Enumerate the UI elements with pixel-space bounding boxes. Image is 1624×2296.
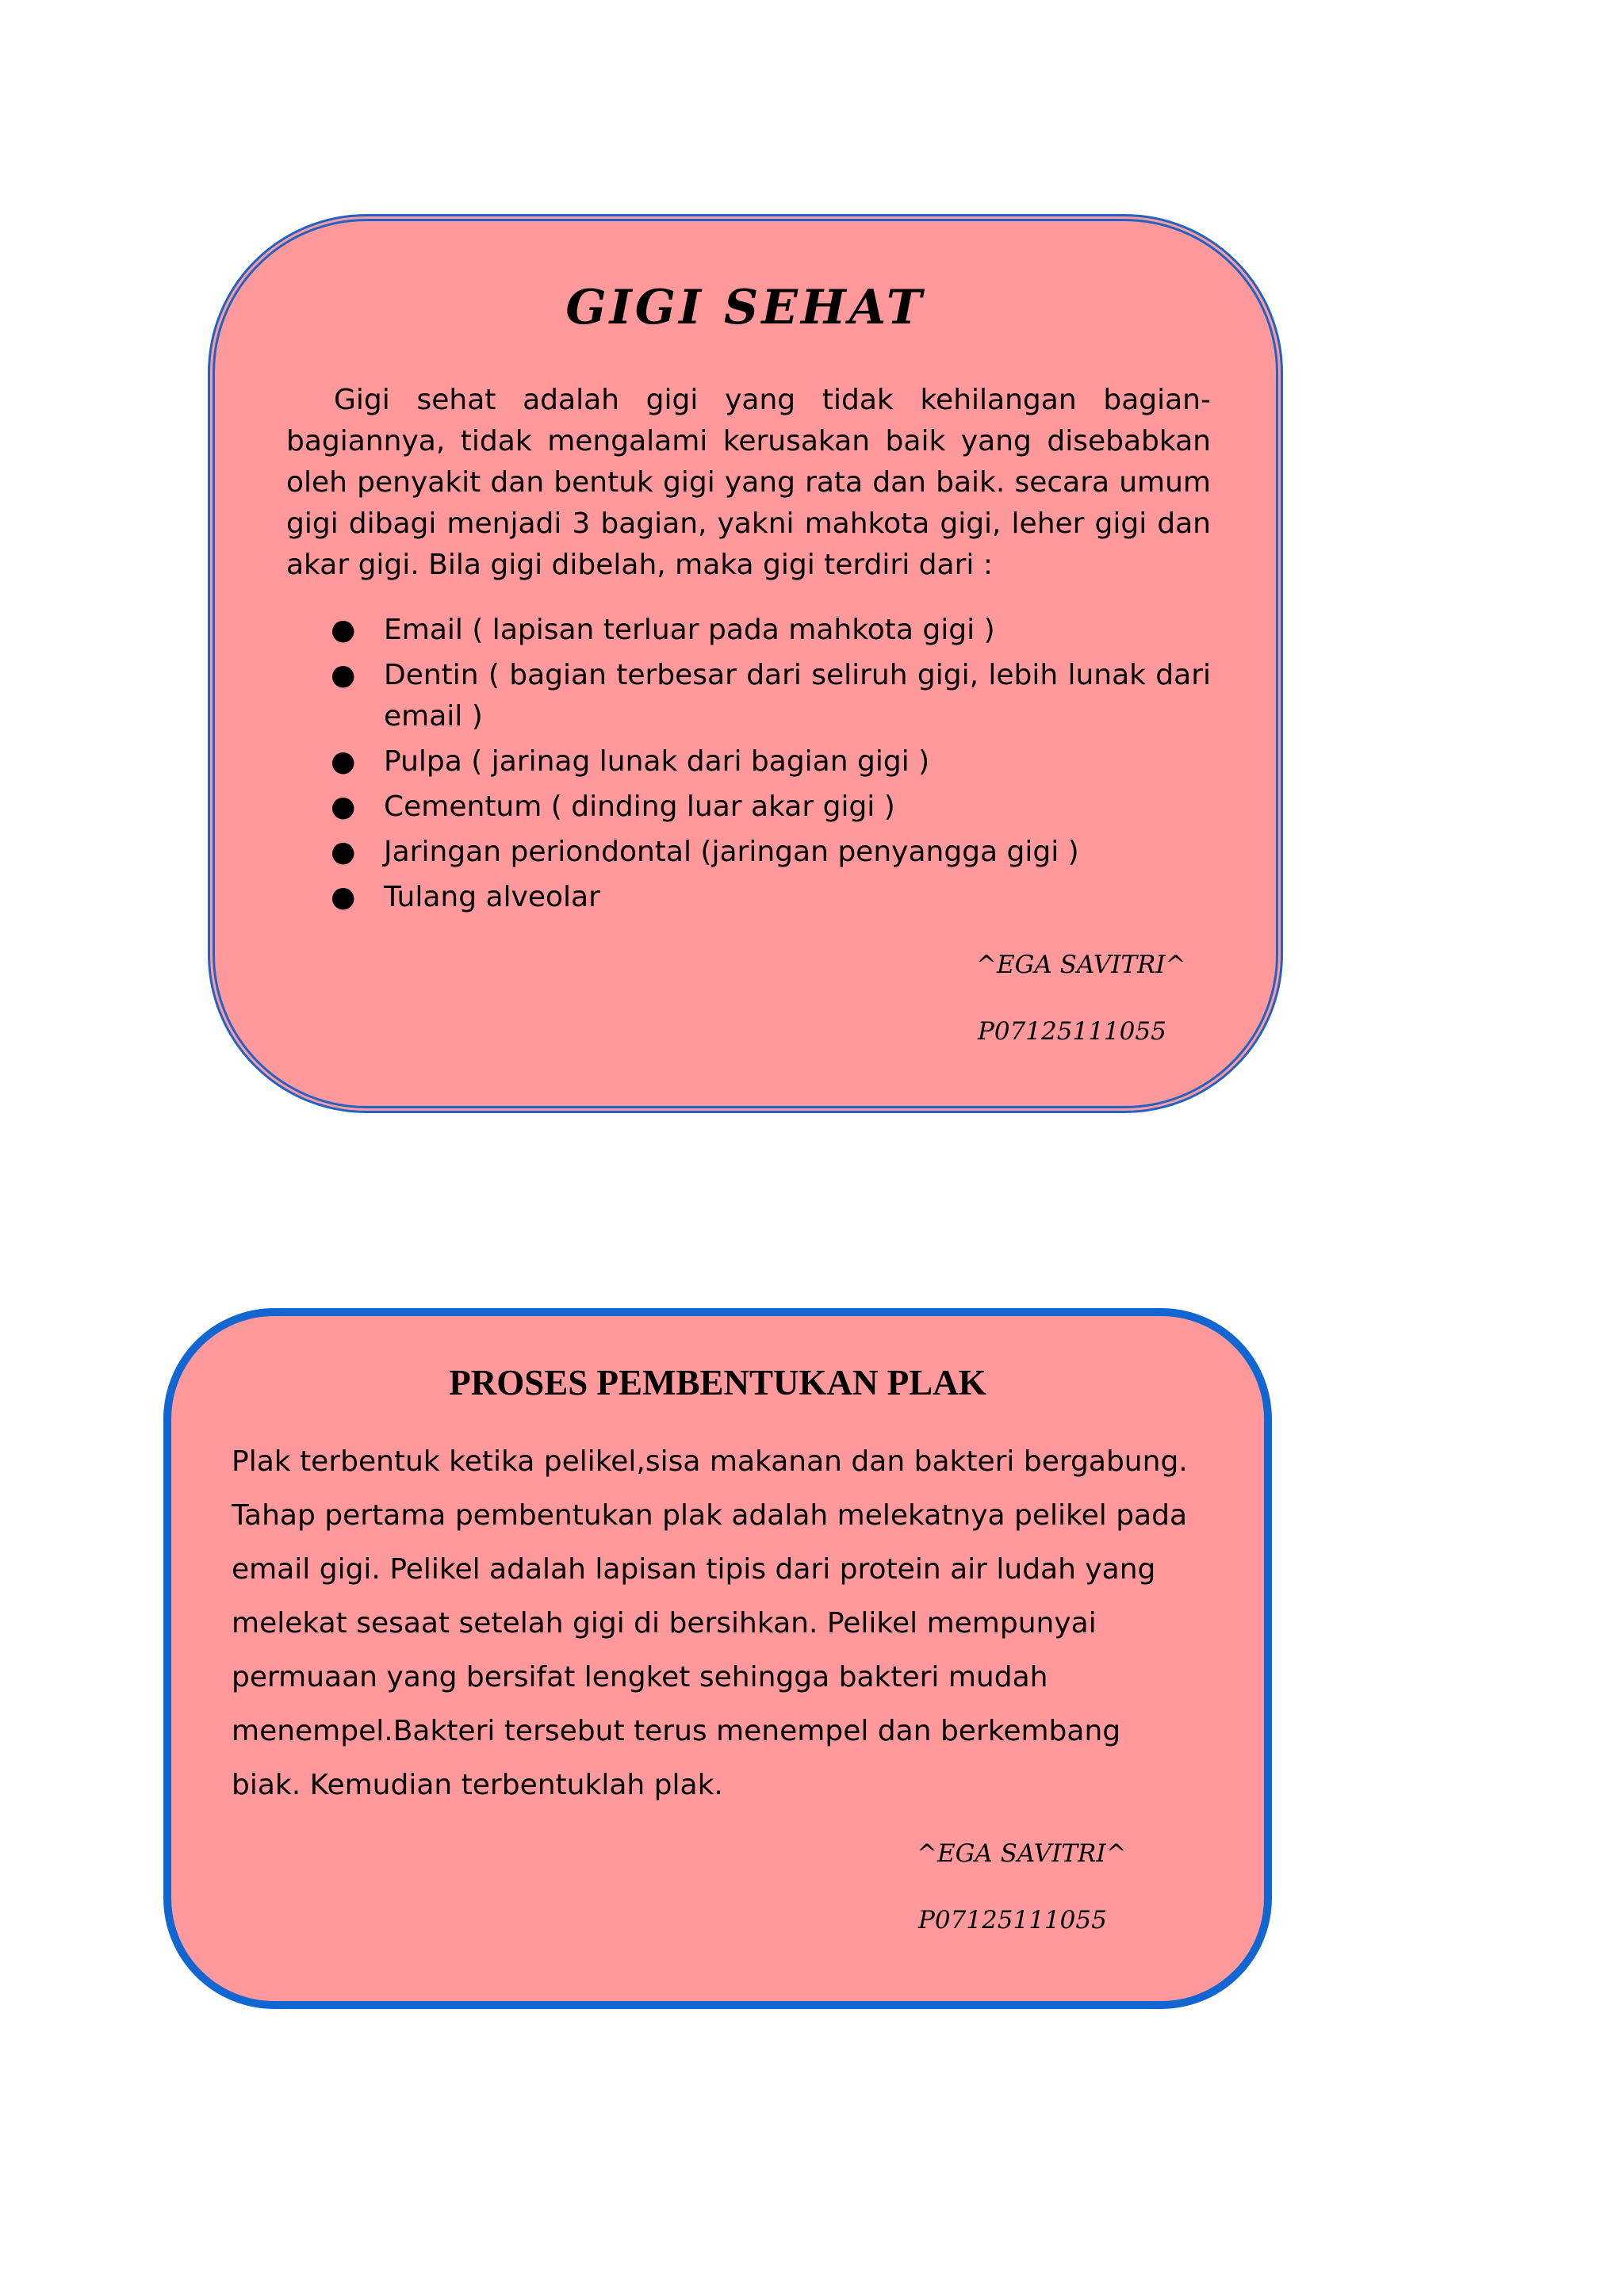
list-item: [286, 832, 1211, 873]
bullet-dot-icon: ●: [331, 614, 356, 646]
list-item-text: Dentin ( bagian terbesar dari seliruh gigi, lebih lunak dari email ): [384, 659, 1211, 733]
gigi-sehat-card: [208, 214, 1283, 1113]
list-item-text: Tulang alveolar: [384, 881, 600, 913]
author-id: P07125111055: [978, 1017, 1166, 1046]
pembentukan-plak-card: [163, 1308, 1272, 2009]
bullet-dot-icon: ●: [331, 881, 356, 913]
list-item-text: Pulpa ( jarinag lunak dari bagian gigi ): [384, 745, 930, 778]
bullet-dot-icon: ●: [331, 836, 356, 868]
list-item: [286, 877, 1211, 918]
list-item: [286, 655, 1211, 737]
list-item: [286, 741, 1211, 783]
card-paragraph: Gigi sehat adalah gigi yang tidak kehilangan bagian-bagiannya, tidak mengalami kerusakan baik yang disebabkan oleh penyakit dan bentuk gigi yang rata dan baik. secara umum gigi dibagi menjadi 3 bagian, yakni mahkota gigi, leher gigi dan akar gigi. Bila gigi dibelah, maka gigi terdiri dari :: [286, 384, 1211, 581]
bullet-dot-icon: ●: [331, 790, 356, 823]
list-item-text: Email ( lapisan terluar pada mahkota gigi ): [384, 614, 995, 646]
author-id: P07125111055: [918, 1906, 1107, 1934]
list-item: [286, 610, 1211, 651]
list-item-text: Jaringan periondontal (jaringan penyangga gigi ): [384, 836, 1079, 868]
list-item-text: Cementum ( dinding luar akar gigi ): [384, 790, 895, 823]
card-paragraph: Plak terbentuk ketika pelikel,sisa makanan dan bakteri bergabung. Tahap pertama pembentukan plak adalah melekatnya pelikel pada email gigi. Pelikel adalah lapisan tipis dari protein air ludah yang melekat sesaat setelah gigi di bersihkan. Pelikel mempunyai permuaan yang bersifat lengket sehingga bakteri mudah menempel.Bakteri tersebut terus menempel dan berkembang biak. Kemudian terbentuklah plak.: [232, 1445, 1188, 1801]
card-title: PROSES PEMBENTUKAN PLAK: [449, 1363, 986, 1402]
list-item: [286, 786, 1211, 828]
author-name: ^EGA SAVITRI^: [917, 1839, 1127, 1868]
bullet-dot-icon: ●: [331, 659, 356, 691]
author-name: ^EGA SAVITRI^: [976, 951, 1186, 979]
bullet-dot-icon: ●: [331, 745, 356, 778]
card-title: GIGI SEHAT: [565, 280, 925, 335]
tooth-parts-list: [286, 610, 1211, 922]
